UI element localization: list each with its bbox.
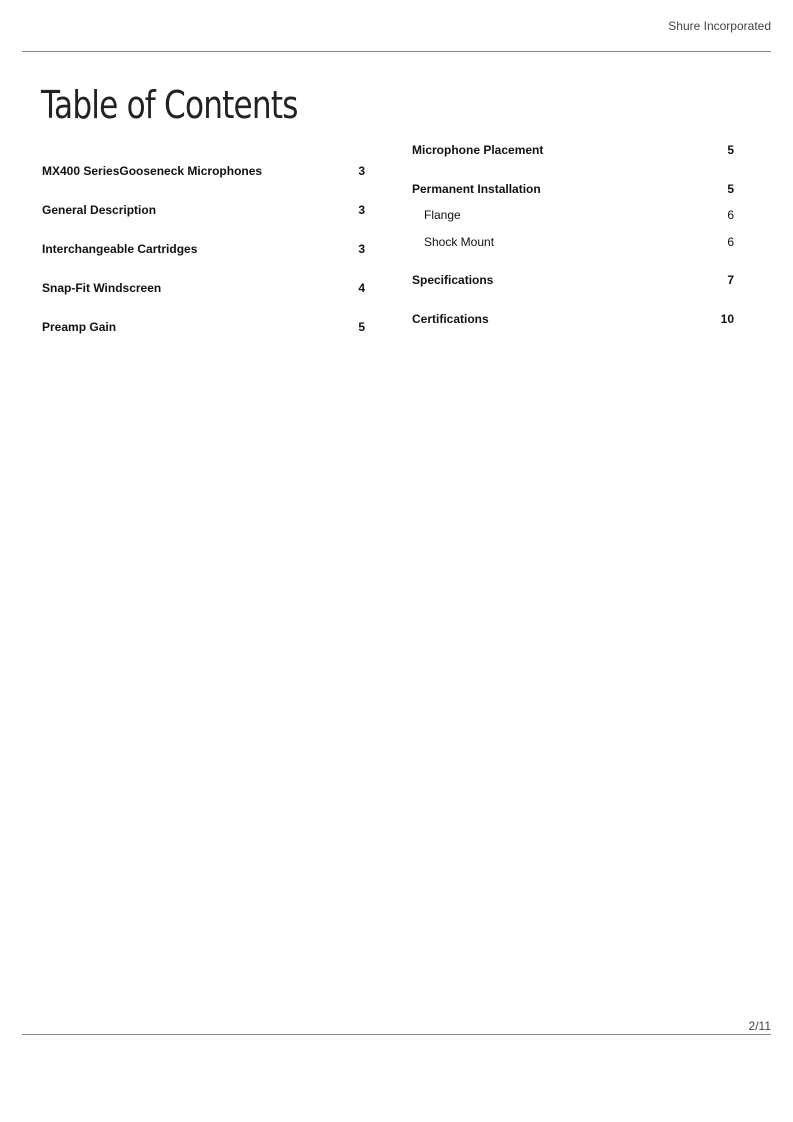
toc-entry-label: Interchangeable Cartridges [42,242,198,256]
toc-entry-page: 5 [727,143,734,157]
toc-left-column [42,164,365,359]
toc-entry-permanent-installation[interactable] [412,182,734,196]
toc-entry-label: Snap-Fit Windscreen [42,281,162,295]
toc-entry-label: Permanent Installation [412,182,541,196]
page-number: 2/11 [748,1019,771,1033]
toc-entry-label: Microphone Placement [412,143,544,157]
toc-entry-page: 5 [727,182,734,196]
toc-entry-page: 6 [727,235,734,249]
toc-entry-label: Specifications [412,273,494,287]
toc-entry-page: 3 [358,242,365,256]
toc-entry-label: General Description [42,203,157,217]
toc-entry-certifications[interactable] [412,312,734,326]
toc-entry-label: Flange [424,208,461,222]
toc-subentry-shock-mount[interactable] [412,235,734,249]
toc-entry-page: 10 [720,312,734,326]
toc-entry-page: 4 [358,281,365,295]
header-company-name: Shure Incorporated [668,19,771,33]
toc-subentry-flange[interactable] [412,208,734,222]
footer-divider [22,1034,771,1035]
toc-entry-page: 3 [358,203,365,217]
toc-entry-label: Shock Mount [424,235,495,249]
header-divider [22,51,771,52]
toc-entry-specifications[interactable] [412,273,734,287]
toc-entry-microphone-placement[interactable] [412,143,734,157]
toc-entry-label: Preamp Gain [42,320,117,334]
toc-entry-snap-fit-windscreen[interactable] [42,281,365,295]
toc-entry-label: MX400 SeriesGooseneck Microphones [42,164,263,178]
page-title: Table of Contents [41,83,298,127]
toc-right-column [412,143,734,351]
toc-entry-page: 5 [358,320,365,334]
toc-entry-label: Certifications [412,312,489,326]
toc-entry-page: 6 [727,208,734,222]
toc-entry-mx400-series[interactable] [42,164,365,178]
toc-entry-page: 7 [727,273,734,287]
toc-entry-interchangeable-cartridges[interactable] [42,242,365,256]
toc-entry-page: 3 [358,164,365,178]
toc-entry-preamp-gain[interactable] [42,320,365,334]
toc-entry-general-description[interactable] [42,203,365,217]
